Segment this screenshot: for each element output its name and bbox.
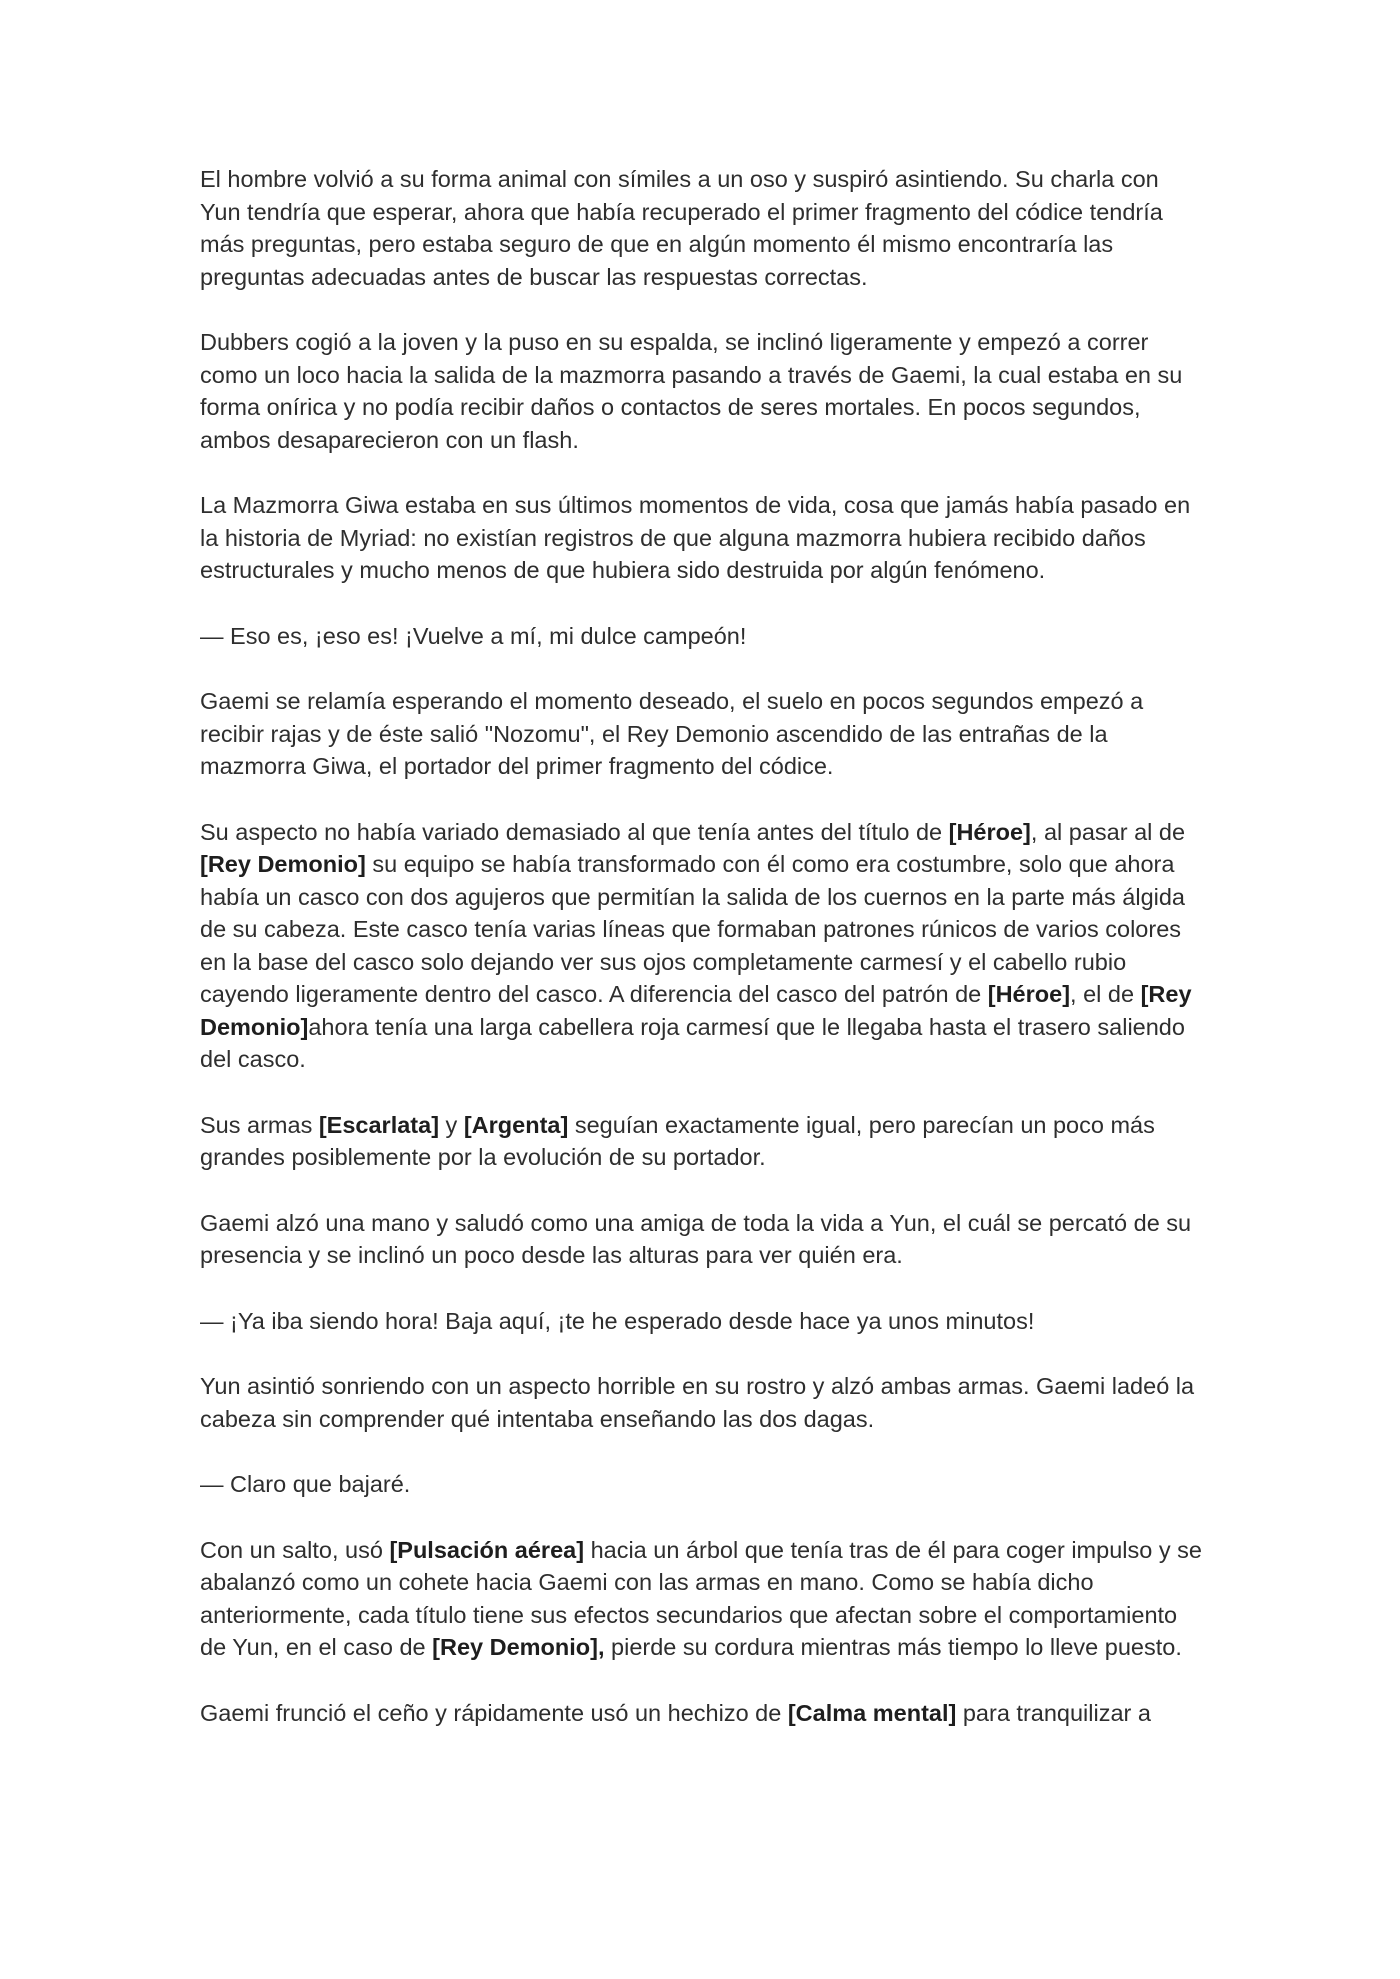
paragraph	[200, 1305, 1205, 1338]
paragraph	[200, 163, 1205, 293]
text-run: Su aspecto no había variado demasiado al que tenía antes del título de	[200, 818, 949, 845]
text-run: Sus armas	[200, 1111, 319, 1138]
text-run: La Mazmorra Giwa estaba en sus últimos momentos de vida, cosa que jamás había pasado en la historia de Myriad: no existían registros de que alguna mazmorra hubiera recibido daños estructurales y mucho menos de que hubiera sido destruida por algún fenómeno.	[200, 492, 1197, 583]
text-run: , el de	[1070, 981, 1141, 1007]
text-run: y	[439, 1111, 464, 1138]
document-body	[200, 163, 1209, 1762]
text-run: Con un salto, usó	[200, 1536, 390, 1563]
paragraph	[200, 685, 1205, 783]
bold-term: [Argenta]	[463, 1111, 569, 1138]
text-run: — ¡Ya iba siendo hora! Baja aquí, ¡te he esperado desde hace ya unos minutos!	[200, 1307, 1035, 1334]
text-run: hacia un árbol que tenía tras de él para coger impulso y se abalanzó como un cohete hacia Gaemi con las armas en mano. Como se había dicho anteriormente, cada título tiene sus efectos secundarios que afectan sobre el comportamiento de Yun, en el caso de	[200, 1536, 1209, 1660]
paragraph	[200, 326, 1205, 456]
text-run: El hombre volvió a su forma animal con símiles a un oso y suspiró asintiendo. Su charla con Yun tendría que esperar, ahora que había recuperado el primer fragmento del códice tendría más preguntas, pero estaba seguro de que en algún momento él mismo encontraría las preguntas adecuadas antes de buscar las respuestas correctas.	[200, 166, 1170, 290]
text-run: Gaemi se relamía esperando el momento deseado, el suelo en pocos segundos empezó a recibir rajas y de éste salió "Nozomu", el Rey Demonio ascendido de las entrañas de la mazmorra Giwa, el portador del primer fragmento del códice.	[200, 688, 1150, 779]
paragraph	[200, 816, 1205, 1076]
paragraph	[200, 1697, 1205, 1730]
bold-term: [Pulsación aérea]	[389, 1536, 585, 1563]
text-run: Gaemi frunció el ceño y rápidamente usó un hechizo de	[200, 1699, 788, 1726]
bold-term: [Escarlata]	[318, 1111, 440, 1138]
text-run: Gaemi alzó una mano y saludó como una amiga de toda la vida a Yun, el cuál se percató de su presencia y se inclinó un poco desde las alturas para ver quién era.	[200, 1209, 1198, 1268]
text-run: Yun asintió sonriendo con un aspecto horrible en su rostro y alzó ambas armas. Gaemi ladeó la cabeza sin comprender qué intentaba enseñando las dos dagas.	[200, 1373, 1201, 1432]
paragraph	[200, 1370, 1205, 1435]
bold-term: [Héroe]	[987, 981, 1071, 1007]
text-run: para tranquilizar a	[956, 1699, 1151, 1726]
paragraph	[200, 1534, 1209, 1664]
text-run: su equipo se había transformado con él como era costumbre, solo que ahora había un casco con dos agujeros que permitían la salida de los cuernos en la parte más álgida de su cabeza. Este casco tenía varias líneas que formaban patrones rúnicos de varios colores en la base del casco solo dejando ver sus ojos completamente carmesí y el cabello rubio cayendo ligeramente dentro del casco. A diferencia del casco del patrón de	[200, 851, 1192, 1007]
paragraph	[200, 620, 1205, 653]
paragraph	[200, 1468, 1205, 1501]
text-run: ahora tenía una larga cabellera roja carmesí que le llegaba hasta el trasero saliendo del casco.	[200, 1013, 1192, 1072]
text-run: — Claro que bajaré.	[200, 1471, 411, 1497]
text-run: — Eso es, ¡eso es! ¡Vuelve a mí, mi dulce campeón!	[200, 622, 747, 649]
bold-term: [Rey Demonio]	[200, 851, 366, 877]
paragraph	[200, 1109, 1205, 1174]
text-run: Dubbers cogió a la joven y la puso en su espalda, se inclinó ligeramente y empezó a correr como un loco hacia la salida de la mazmorra pasando a través de Gaemi, la cual estaba en su forma onírica y no podía recibir daños o contactos de seres mortales. En pocos segundos, ambos desaparecieron con un flash.	[200, 329, 1189, 453]
bold-term: [Rey Demonio]	[200, 981, 1199, 1040]
paragraph	[200, 1207, 1205, 1272]
text-run: seguían exactamente igual, pero parecían un poco más grandes posiblemente por la evolución de su portador.	[200, 1111, 1162, 1170]
text-run: pierde su cordura mientras más tiempo lo lleve puesto.	[604, 1634, 1182, 1660]
text-run: , al pasar al de	[1030, 818, 1192, 845]
bold-term: [Rey Demonio],	[432, 1634, 605, 1660]
paragraph	[200, 489, 1205, 587]
bold-term: [Héroe]	[948, 818, 1031, 845]
bold-term: [Calma mental]	[787, 1699, 957, 1726]
